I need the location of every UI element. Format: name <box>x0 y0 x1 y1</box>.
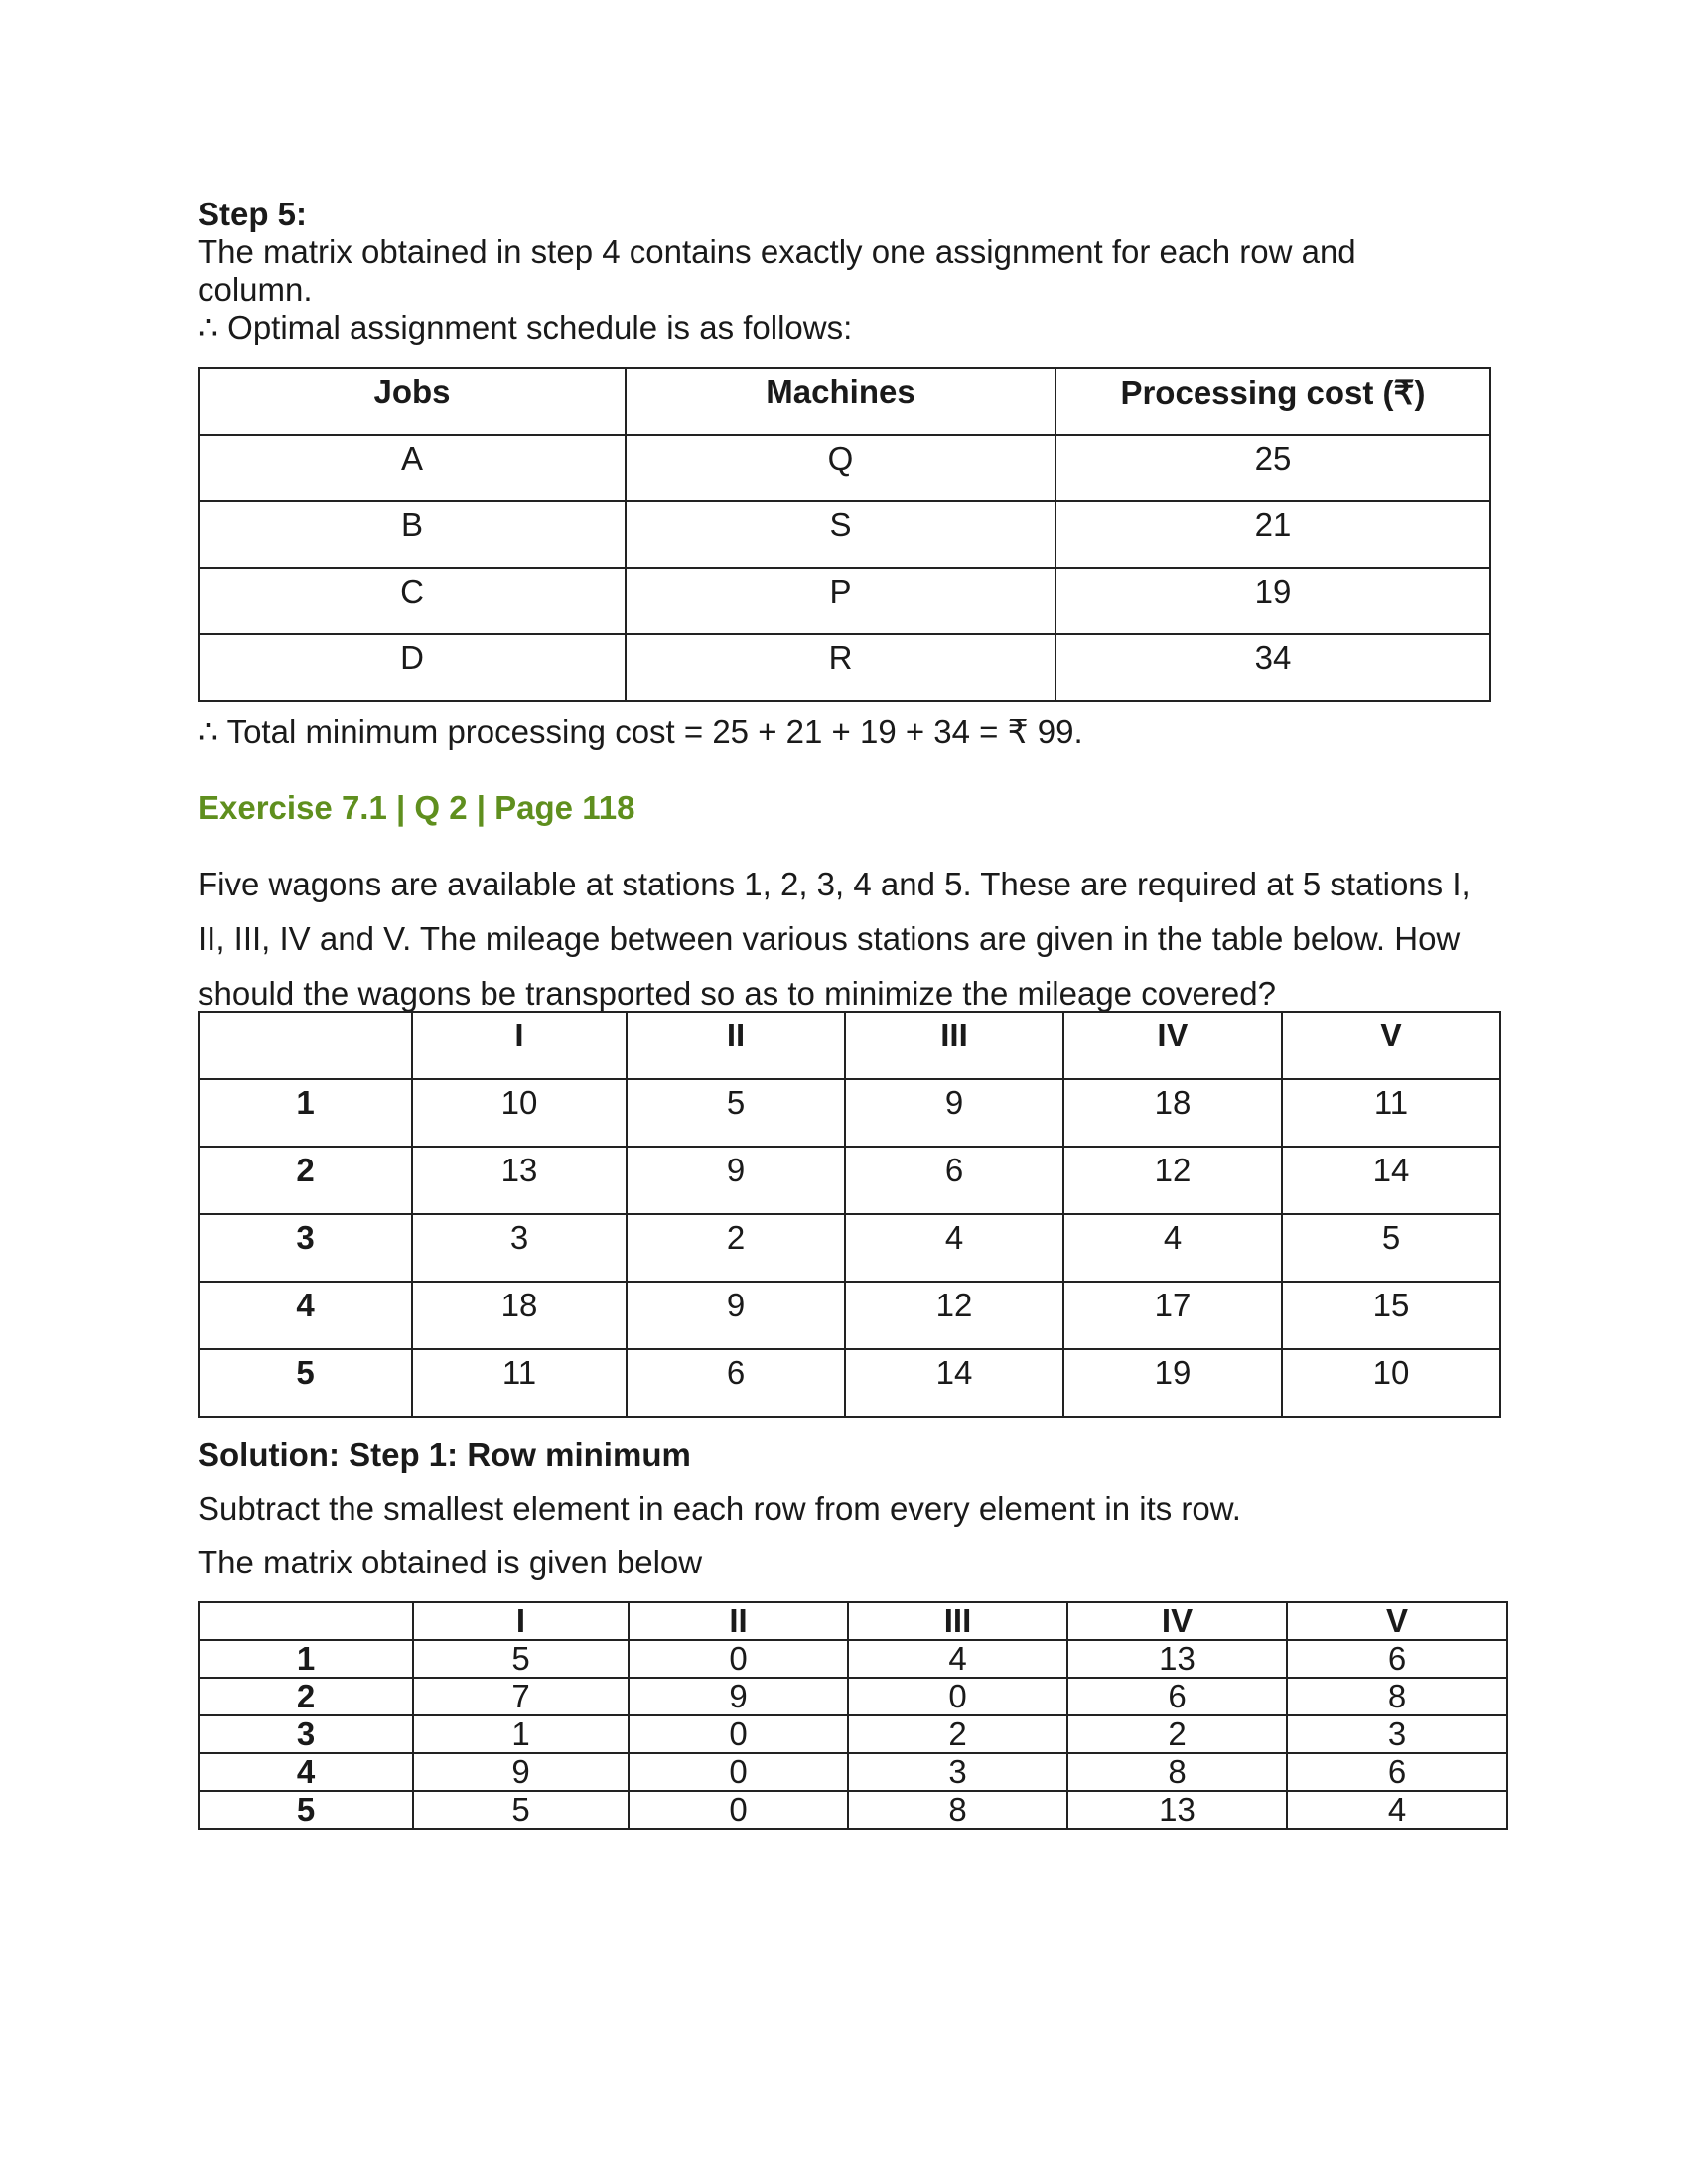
table-cell: S <box>626 501 1055 568</box>
row-label-cell: 5 <box>199 1791 413 1829</box>
table-row <box>199 1079 1500 1147</box>
question-section <box>198 857 1528 1021</box>
table-cell: D <box>199 634 626 701</box>
mileage-header-row <box>199 1012 1500 1079</box>
table-cell: 18 <box>412 1282 627 1349</box>
reduced-header-row <box>199 1602 1507 1640</box>
table-cell: 8 <box>848 1791 1067 1829</box>
solution-heading: Solution: Step 1: Row minimum <box>198 1436 691 1473</box>
table-cell: 18 <box>1063 1079 1282 1147</box>
table-cell: Q <box>626 435 1055 501</box>
table-cell: 4 <box>848 1640 1067 1678</box>
table-row <box>199 1214 1500 1282</box>
table-row <box>199 1282 1500 1349</box>
table-cell: 12 <box>1063 1147 1282 1214</box>
table-cell: 0 <box>629 1791 848 1829</box>
table-cell: 19 <box>1063 1349 1282 1417</box>
table-cell: 6 <box>627 1349 845 1417</box>
solution-line1: Subtract the smallest element in each row from every element in its row. <box>198 1490 1241 1527</box>
table-cell: 0 <box>629 1640 848 1678</box>
table-cell: 8 <box>1067 1753 1287 1791</box>
row-label-cell: 2 <box>199 1147 412 1214</box>
mileage-header-cell: IV <box>1063 1012 1282 1079</box>
table-cell: 2 <box>1067 1715 1287 1753</box>
question-line1: Five wagons are available at stations 1, 2, 3, 4 and 5. These are required at 5 stations I, <box>198 866 1471 902</box>
table-cell: 2 <box>627 1214 845 1282</box>
table-cell: P <box>626 568 1055 634</box>
table-cell: 2 <box>848 1715 1067 1753</box>
mileage-table <box>198 1011 1501 1418</box>
table-cell: 3 <box>1287 1715 1507 1753</box>
table-cell: B <box>199 501 626 568</box>
table-cell: A <box>199 435 626 501</box>
mileage-table-wrapper <box>198 1011 1501 1418</box>
assignment-table-wrapper <box>198 367 1491 702</box>
row-label-cell: 1 <box>199 1640 413 1678</box>
total-cost-text: ∴ Total minimum processing cost = 25 + 21 + 19 + 34 = ₹ 99. <box>198 713 1083 750</box>
table-cell: 6 <box>1287 1753 1507 1791</box>
table-cell: C <box>199 568 626 634</box>
table-cell: 9 <box>845 1079 1063 1147</box>
table-cell: 1 <box>413 1715 629 1753</box>
table-row <box>199 435 1490 501</box>
reduced-header-cell: IV <box>1067 1602 1287 1640</box>
table-cell: 12 <box>845 1282 1063 1349</box>
row-label-cell: 3 <box>199 1214 412 1282</box>
reduced-table-wrapper <box>198 1601 1508 1830</box>
solution-line2: The matrix obtained is given below <box>198 1544 703 1580</box>
question-line3: should the wagons be transported so as to minimize the mileage covered? <box>198 975 1276 1012</box>
table-cell: 34 <box>1055 634 1490 701</box>
table-cell: 6 <box>1067 1678 1287 1715</box>
table-cell: R <box>626 634 1055 701</box>
row-label-cell: 5 <box>199 1349 412 1417</box>
row-label-cell: 4 <box>199 1282 412 1349</box>
assignment-header-cell: Machines <box>626 368 1055 435</box>
table-row <box>199 1147 1500 1214</box>
table-cell: 9 <box>629 1678 848 1715</box>
table-row <box>199 1715 1507 1753</box>
row-label-cell: 4 <box>199 1753 413 1791</box>
table-cell: 4 <box>845 1214 1063 1282</box>
total-cost-section <box>198 713 1488 751</box>
table-cell: 15 <box>1282 1282 1500 1349</box>
mileage-header-cell: II <box>627 1012 845 1079</box>
step5-line3: ∴ Optimal assignment schedule is as follows: <box>198 309 853 345</box>
step5-line1: The matrix obtained in step 4 contains exactly one assignment for each row and <box>198 233 1356 270</box>
table-cell: 14 <box>1282 1147 1500 1214</box>
mileage-header-cell: III <box>845 1012 1063 1079</box>
table-cell: 5 <box>627 1079 845 1147</box>
table-cell: 13 <box>1067 1791 1287 1829</box>
table-cell: 19 <box>1055 568 1490 634</box>
step5-heading: Step 5: <box>198 196 308 232</box>
table-cell: 5 <box>413 1791 629 1829</box>
row-label-cell: 2 <box>199 1678 413 1715</box>
assignment-table <box>198 367 1491 702</box>
table-cell: 9 <box>627 1147 845 1214</box>
reduced-matrix-table <box>198 1601 1508 1830</box>
table-cell: 9 <box>413 1753 629 1791</box>
row-label-cell: 1 <box>199 1079 412 1147</box>
table-cell: 6 <box>1287 1640 1507 1678</box>
exercise-heading: Exercise 7.1 | Q 2 | Page 118 <box>198 789 635 826</box>
table-row <box>199 1640 1507 1678</box>
table-cell: 4 <box>1063 1214 1282 1282</box>
table-cell: 8 <box>1287 1678 1507 1715</box>
table-cell: 10 <box>1282 1349 1500 1417</box>
step5-section <box>198 196 1488 346</box>
table-cell: 13 <box>412 1147 627 1214</box>
table-cell: 17 <box>1063 1282 1282 1349</box>
table-cell: 3 <box>412 1214 627 1282</box>
table-cell: 0 <box>848 1678 1067 1715</box>
table-row <box>199 634 1490 701</box>
table-cell: 9 <box>627 1282 845 1349</box>
reduced-header-cell: I <box>413 1602 629 1640</box>
table-cell: 4 <box>1287 1791 1507 1829</box>
table-cell: 13 <box>1067 1640 1287 1678</box>
table-cell: 6 <box>845 1147 1063 1214</box>
table-row <box>199 1791 1507 1829</box>
mileage-header-cell: I <box>412 1012 627 1079</box>
reduced-header-cell <box>199 1602 413 1640</box>
exercise-section <box>198 789 1488 827</box>
reduced-header-cell: III <box>848 1602 1067 1640</box>
table-cell: 5 <box>1282 1214 1500 1282</box>
assignment-header-row <box>199 368 1490 435</box>
assignment-header-cell: Processing cost (₹) <box>1055 368 1490 435</box>
table-row <box>199 1753 1507 1791</box>
question-line2: II, III, IV and V. The mileage between various stations are given in the table below. How <box>198 920 1461 957</box>
table-cell: 11 <box>1282 1079 1500 1147</box>
table-cell: 25 <box>1055 435 1490 501</box>
assignment-header-cell: Jobs <box>199 368 626 435</box>
row-label-cell: 3 <box>199 1715 413 1753</box>
mileage-header-cell <box>199 1012 412 1079</box>
table-cell: 14 <box>845 1349 1063 1417</box>
table-row <box>199 1678 1507 1715</box>
table-cell: 10 <box>412 1079 627 1147</box>
table-cell: 5 <box>413 1640 629 1678</box>
table-row <box>199 568 1490 634</box>
reduced-header-cell: II <box>629 1602 848 1640</box>
table-row <box>199 501 1490 568</box>
table-row <box>199 1349 1500 1417</box>
table-cell: 7 <box>413 1678 629 1715</box>
table-cell: 21 <box>1055 501 1490 568</box>
mileage-header-cell: V <box>1282 1012 1500 1079</box>
step5-line2: column. <box>198 271 313 308</box>
table-cell: 0 <box>629 1753 848 1791</box>
reduced-header-cell: V <box>1287 1602 1507 1640</box>
solution-section <box>198 1436 1528 1581</box>
table-cell: 3 <box>848 1753 1067 1791</box>
table-cell: 0 <box>629 1715 848 1753</box>
table-cell: 11 <box>412 1349 627 1417</box>
